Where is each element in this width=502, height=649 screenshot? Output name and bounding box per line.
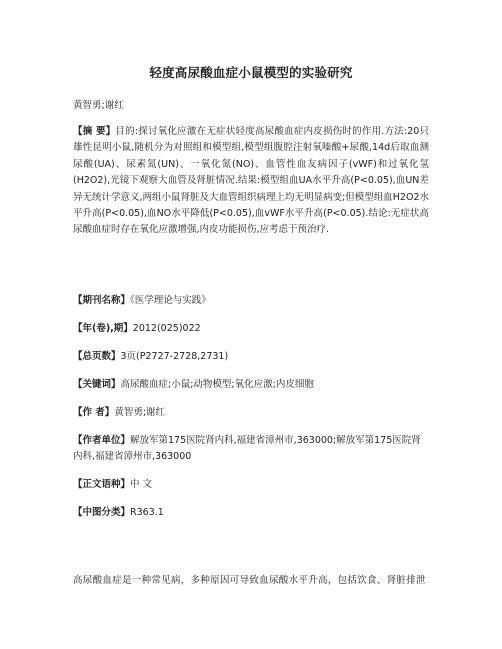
class-value: R363.1 (130, 507, 164, 518)
author-unit-field (73, 433, 429, 465)
author-value: 黄智勇;谢红 (114, 407, 166, 418)
paper-authors: 黄智勇;谢红 (73, 100, 124, 111)
author-label: 【作 者】 (73, 407, 115, 418)
author-field (73, 405, 429, 421)
body-paragraph: 高尿酸血症是一种常见病，多种原因可导致血尿酸水平升高，包括饮食、肾脏排泄 (73, 575, 426, 586)
class-label: 【中图分类】 (73, 507, 131, 518)
journal-field (73, 293, 429, 309)
language-field (73, 477, 429, 493)
unit-label: 【作者单位】 (73, 435, 131, 446)
keywords-label: 【关键词】 (73, 379, 121, 390)
abstract-label: 【摘 要】 (73, 126, 116, 137)
abstract-text: 目的:探讨氧化应激在无症状轻度高尿酸血症内皮损伤时的作用.方法:20只雄性昆明小鼠,随机分为对照组和模型组,模型组腹腔注射氧嗪酸+尿酸,14d后取血测尿酸(UA)、尿素氮(UN)、一氧化氮(NO)、血管性血友病因子(vWF)和过氧化氢(H2O2),光镜下观察大血管及肾脏情况.结果:模型组血UA水平升高(P<0.05),血UN差异无统计学意义,两组小鼠肾脏及大血管组织病理上均无明显病变;但模型组血H2O2水平升高(P<0.05),血NO水平降低(P<0.05),血vWF水平升高(P<0.05).结论:无症状高尿酸血症时存在氧化应激增强,内皮功能损伤,应考虑干预治疗. (73, 126, 429, 236)
pages-value: 3页(P2727-2728,2731) (120, 351, 229, 362)
keywords-value: 高尿酸血症;小鼠;动物模型;氧化应激;内皮细胞 (120, 379, 314, 390)
paper-title: 轻度高尿酸血症小鼠模型的实验研究 (149, 65, 353, 80)
abstract-section (73, 124, 429, 239)
keywords-field (73, 377, 429, 393)
unit-value: 解放军第175医院肾内科,福建省漳州市,363000;解放军第175医院肾内科,福建省漳州市,363000 (73, 435, 421, 462)
lang-label: 【正文语种】 (73, 479, 131, 490)
journal-label: 【期刊名称】 (73, 295, 131, 306)
lang-value: 中 文 (130, 479, 153, 490)
year-value: 2012(025)022 (132, 323, 201, 334)
pages-label: 【总页数】 (73, 351, 121, 362)
pages-field (73, 349, 429, 365)
classification-field (73, 505, 429, 521)
year-field (73, 321, 429, 337)
journal-value: 《医学理论与实践》 (130, 295, 211, 306)
year-label: 【年(卷),期】 (73, 323, 133, 334)
